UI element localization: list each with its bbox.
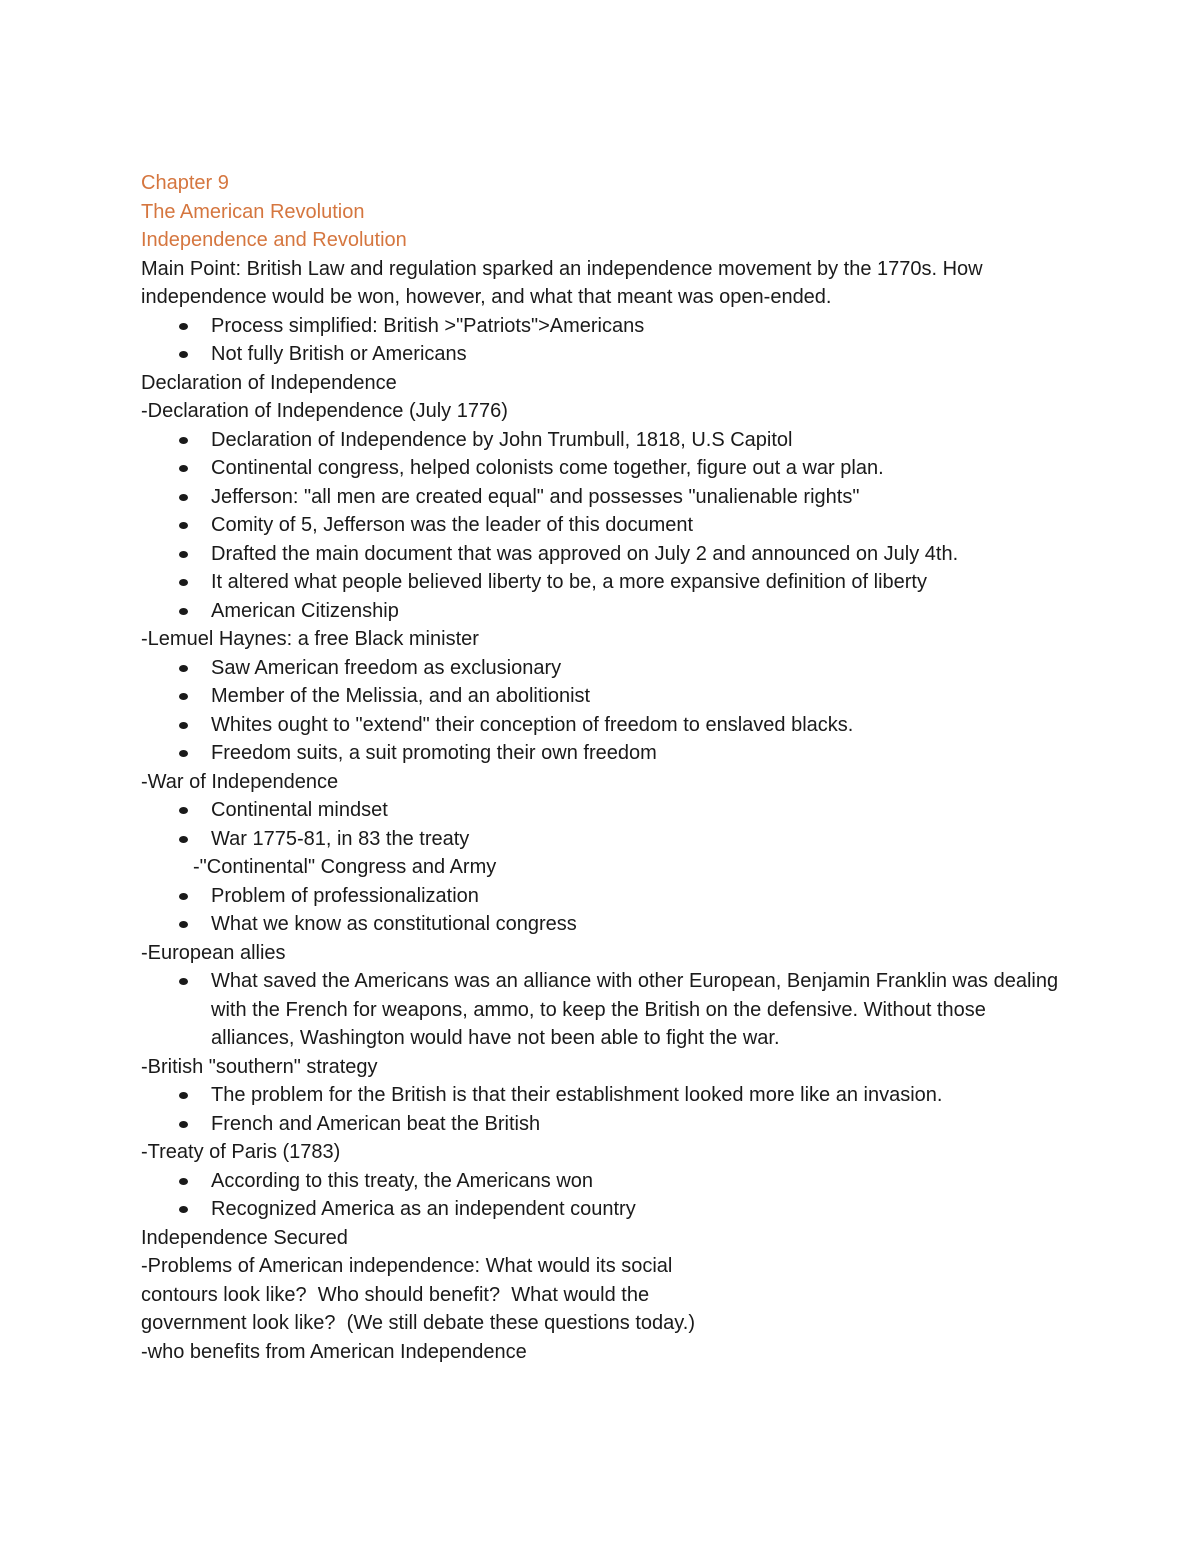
haynes-heading: -Lemuel Haynes: a free Black minister [141, 628, 479, 650]
bullet-icon [179, 465, 188, 472]
list-item-text: Drafted the main document that was approved on July 2 and announced on July 4th. [211, 542, 959, 565]
list-item-text: It altered what people believed liberty to be, a more expansive definition of liberty [211, 571, 927, 593]
list-item-text: Saw American freedom as exclusionary [211, 656, 562, 679]
bullet-icon [179, 893, 188, 900]
bullet-icon [179, 665, 188, 672]
declaration-subheading: -Declaration of Independence (July 1776) [141, 400, 508, 422]
list-item [141, 882, 1071, 911]
secured-line: -who benefits from American Independence [141, 1340, 527, 1363]
list-item-text: Continental congress, helped colonists come together, figure out a war plan. [211, 457, 884, 479]
bullet-icon [179, 1178, 188, 1185]
list-item [141, 1195, 1071, 1224]
list-item-text: Jefferson: "all men are created equal" and possesses "unalienable rights" [211, 485, 860, 508]
war-subline: -"Continental" Congress and Army [193, 856, 497, 878]
bullet-icon [179, 807, 188, 814]
list-item [141, 340, 1071, 369]
list-item [141, 454, 1071, 483]
declaration-heading: Declaration of Independence [141, 371, 397, 394]
chapter-heading: Chapter 9 [141, 172, 229, 194]
list-item-text: Process simplified: British >"Patriots">Americans [211, 314, 645, 337]
list-item-text: The problem for the British is that their establishment looked more like an invasion. [211, 1084, 943, 1106]
list-item-text: War 1775-81, in 83 the treaty [211, 827, 470, 850]
list-item [141, 1081, 1071, 1110]
bullet-icon [179, 978, 188, 985]
bullet-icon [179, 1092, 188, 1099]
bullet-icon [179, 579, 188, 586]
list-item [141, 682, 1071, 711]
list-item [141, 568, 1071, 597]
section-heading: Independence and Revolution [141, 229, 407, 251]
list-item [141, 540, 1071, 569]
bullet-icon [179, 1206, 188, 1213]
list-item-text: French and American beat the British [211, 1112, 541, 1135]
list-item-text: Comity of 5, Jefferson was the leader of this document [211, 514, 694, 536]
bullet-icon [179, 351, 188, 358]
list-item [141, 796, 1071, 825]
list-item [141, 1110, 1071, 1139]
bullet-icon [179, 494, 188, 501]
bullet-icon [179, 921, 188, 928]
bullet-icon [179, 693, 188, 700]
secured-line: government look like? (We still debate these questions today.) [141, 1312, 696, 1334]
secured-line: contours look like? Who should benefit? What would the [141, 1283, 650, 1306]
document-page [141, 169, 1071, 1366]
list-item [141, 483, 1071, 512]
bullet-icon [179, 323, 188, 330]
bullet-icon [179, 1121, 188, 1128]
list-item [141, 711, 1071, 740]
list-item [141, 910, 1071, 939]
southern-heading: -British "southern" strategy [141, 1055, 378, 1078]
main-point: Main Point: British Law and regulation sparked an independence movement by the 1770s. How independence would be won, however, and what that meant was open-ended. [141, 257, 989, 308]
list-item [141, 426, 1071, 455]
bullet-icon [179, 522, 188, 529]
bullet-icon [179, 836, 188, 843]
list-item-text: Recognized America as an independent country [211, 1198, 636, 1220]
list-item-text: American Citizenship [211, 599, 399, 622]
list-item [141, 597, 1071, 626]
bullet-icon [179, 608, 188, 615]
list-item-text: Whites ought to "extend" their conception of freedom to enslaved blacks. [211, 713, 854, 736]
list-item-text: Problem of professionalization [211, 884, 479, 907]
list-item [141, 654, 1071, 683]
list-item-text: Continental mindset [211, 799, 388, 821]
bullet-icon [179, 551, 188, 558]
bullet-icon [179, 437, 188, 444]
list-item-text: Not fully British or Americans [211, 343, 467, 365]
list-item [141, 1167, 1071, 1196]
list-item [141, 312, 1071, 341]
title-heading: The American Revolution [141, 200, 365, 223]
war-heading: -War of Independence [141, 770, 339, 793]
bullet-icon [179, 750, 188, 757]
list-item-text: Declaration of Independence by John Trumbull, 1818, U.S Capitol [211, 428, 793, 451]
bullet-icon [179, 722, 188, 729]
list-item [141, 739, 1071, 768]
list-item-text: According to this treaty, the Americans won [211, 1169, 594, 1192]
list-item [141, 967, 1071, 1053]
allies-heading: -European allies [141, 941, 286, 964]
paris-heading: -Treaty of Paris (1783) [141, 1141, 341, 1163]
list-item [141, 511, 1071, 540]
list-item-text: Freedom suits, a suit promoting their own freedom [211, 742, 657, 764]
list-item-text: Member of the Melissia, and an abolitionist [211, 685, 591, 707]
list-item [141, 825, 1071, 854]
list-item-text: What we know as constitutional congress [211, 913, 577, 935]
secured-line: -Problems of American independence: What would its social [141, 1255, 673, 1277]
list-item-text: What saved the Americans was an alliance with other European, Benjamin Franklin was dealing with the French for weapons, ammo, to keep the British on the defensive. Without those alliances, Washington would have not been able to fight the war. [211, 970, 1059, 1049]
secured-heading: Independence Secured [141, 1226, 348, 1249]
